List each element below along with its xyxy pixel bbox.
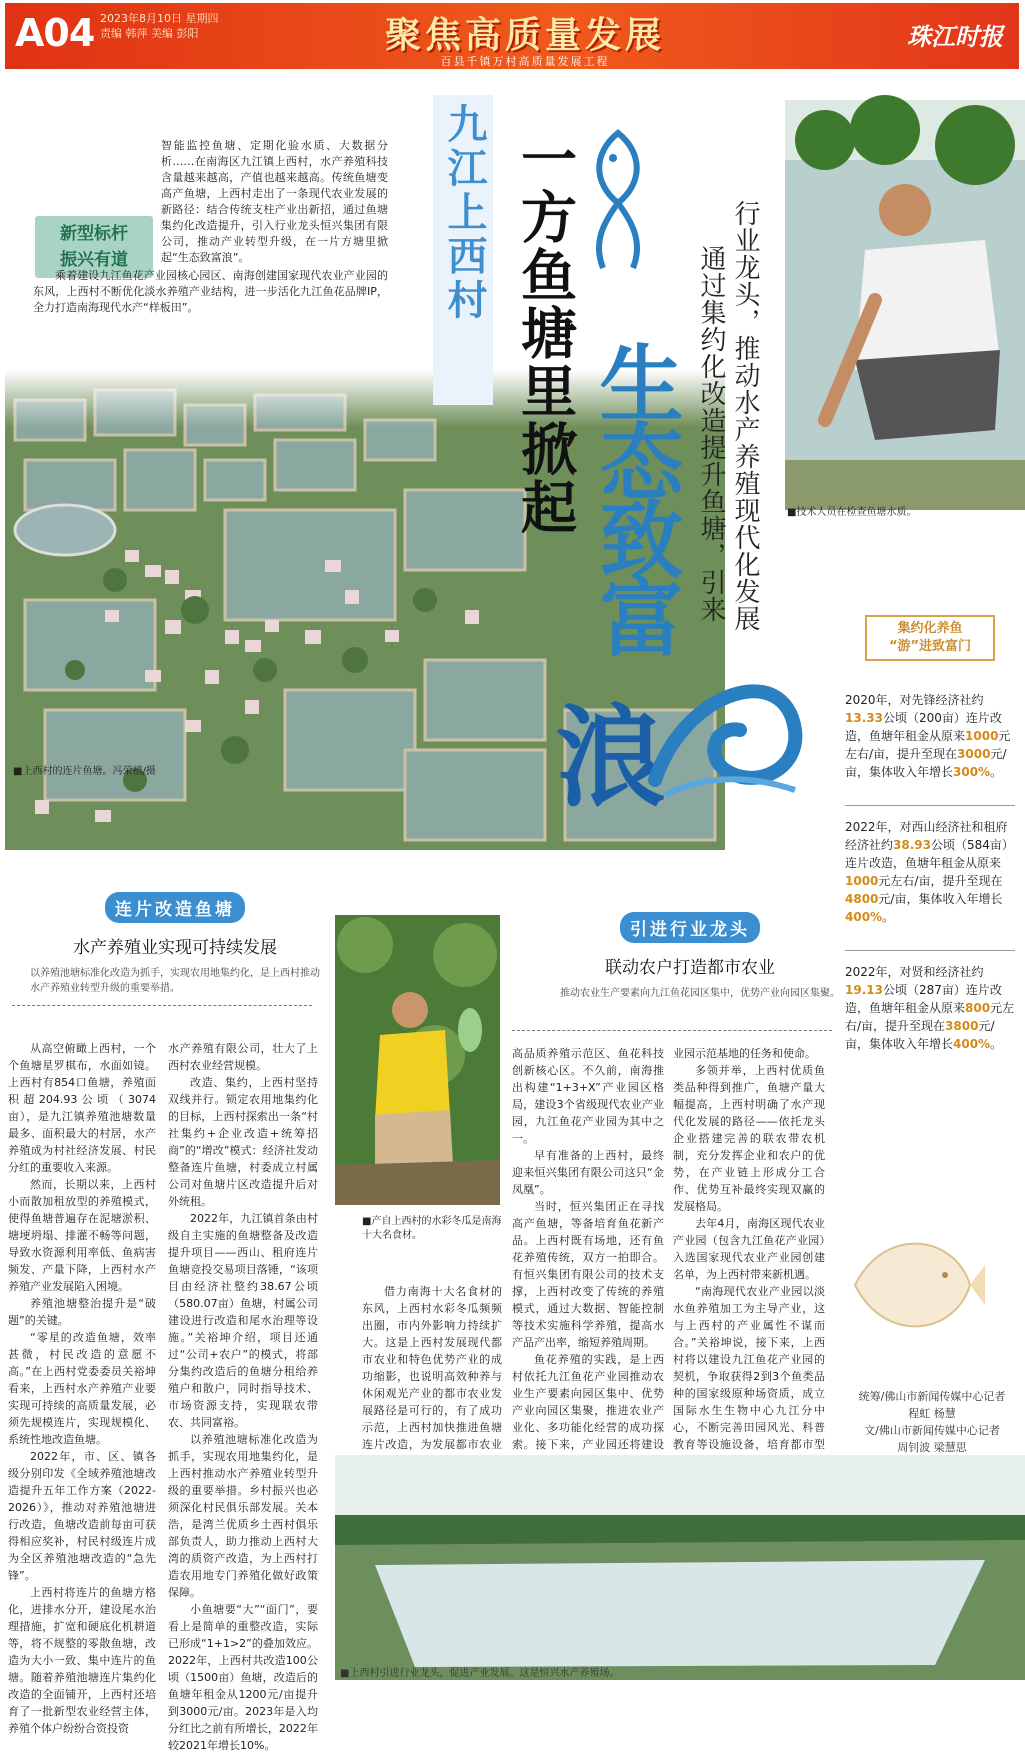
page-number: A04 [15, 11, 95, 55]
intro-text [33, 138, 388, 318]
credit-line: 周钊波 梁慧思 [897, 1441, 967, 1454]
paragraph: 改造、集约，上西村坚持双线并行。锁定农用地集约化的目标，上西村探索出一条“村社集约+企业改造+统筹招商”的“增改”模式：经济社发动整备连片鱼塘，村委成立村属公司对鱼塘片区改造提升后对外统租。 [168, 1076, 318, 1208]
village-name: 九江上西村 [433, 95, 493, 405]
paragraph: 业园示范基地的任务和使命。 [673, 1047, 816, 1060]
headline-main: 一方鱼塘里掀起 [512, 130, 578, 536]
paragraph: 从高空俯瞰上西村，一个个鱼塘星罗棋布，水面如镜。上西村有854口鱼塘，养殖面积超204.93公顷（3074亩），是九江镇养殖池塘数量最多、面积最大的村居，水产养殖成为村社经济发展、村民分红的重要收入来源。 [8, 1042, 156, 1174]
issue-meta [100, 11, 219, 41]
paragraph: 2022年，九江镇首条由村级自主实施的鱼塘整备及改造提升项目——西山、租府连片鱼塘竞投交易项目落锤，“该项目由经济社整约38.67公顷（580.07亩）鱼塘，村属公司建设进行改造和尾水治理等设施。”关裕坤介绍，项目还通过“公司+农户”的模式，将部分集约改造后的鱼塘分租给养殖户和散户，同时指导技术、市场资源支持，实现联农带农、共同富裕。 [168, 1212, 318, 1429]
section2-column-1 [512, 1045, 664, 1521]
paragraph: 水产养殖有限公司，壮大了上西村农业经营规模。 [168, 1042, 318, 1072]
headline-subline-2: 通过集约化改造提升鱼塘，引来 [696, 245, 726, 623]
paragraph: 以养殖池塘标准化改造为抓手，实现农用地集约化，是上西村推动水产养殖业转型升级的重要举措。乡村振兴也必须深化村民俱乐部发展。关本浩，是湾兰优质乡土西村俱乐部负责人，助力推动上西村大湾的质资产改造，为上西村打造农用地专门养殖化做好政策保障。 [168, 1433, 318, 1599]
stat-value: 400% [845, 910, 883, 924]
fish-logo-icon [583, 128, 653, 278]
technician-caption: ■技术人员在检查鱼塘水质。 [787, 507, 917, 518]
stat-text: 2022年，对贤和经济社约 [845, 965, 984, 979]
paragraph: “南海现代农业产业园以淡水鱼养殖加工为主导产业，这与上西村的产业属性不谋而合。”关裕坤说，接下来，上西村将以建设九江鱼花产业园的契机，争取获得2到3个鱼类品种的国家级原种场资质，成立国际水生生物中心九江分中心，不断完善田园风光、科普教育等设施设备，培育都市型 [673, 1285, 825, 1451]
wave-icon [645, 630, 805, 800]
stat-text: 元左右/亩，提升至现在 [845, 1001, 1015, 1033]
issue-editors: 责编 韩萍 美编 彭阳 [100, 27, 199, 40]
stats-sidebar [845, 615, 1015, 1077]
stat-text: 。 [990, 765, 1003, 779]
sidebar-title [865, 615, 995, 661]
stat-value: 38.93 [893, 838, 931, 852]
intro-paragraph-2: 乘着建设九江鱼花产业园核心园区、南海创建国家现代农业产业园的东风，上西村不断优化淡水养殖产业结构，进一步活化九江鱼花品牌IP，全力打造南海现代水产“样板田”。 [33, 269, 388, 314]
stat-text: 公顷（584亩）连片改造，鱼塘年租金从原来 [845, 838, 1014, 870]
stat-text: 公顷（200亩）连片改造，鱼塘年租金从原来 [845, 711, 1002, 743]
stat-text: 元/亩，集体收入年增长 [845, 1019, 995, 1051]
paragraph: 去年4月，南海区现代农业产业园（包含九江鱼花产业园）入选国家现代农业产业园创建名单，为上西村带来新机遇。 [673, 1217, 825, 1281]
section2-column-2 [673, 1045, 825, 1504]
stat-value: 19.13 [845, 983, 883, 997]
stat-value: 1000 [965, 729, 999, 743]
section1-pill: 连片改造鱼塘 [105, 892, 245, 923]
stat-item [845, 806, 1015, 951]
technician-photo [785, 100, 1025, 605]
gourd-photo [335, 915, 500, 1205]
paragraph: 高品质养殖示范区、鱼花科技创新核心区。不久前，南海推出构建“1+3+X”产业园区格局，建设3个省级现代农业产业园，九江鱼花产业园为其中之一。 [512, 1047, 664, 1145]
stat-item [845, 951, 1015, 1077]
stat-value: 400% [953, 1037, 991, 1051]
stat-value: 300% [953, 765, 991, 779]
headline-eco: 生态致富 [586, 340, 685, 652]
credit-line: 统筹/佛山市新闻传媒中心记者 [858, 1390, 1006, 1403]
credit-line: 程虹 杨慧 [908, 1407, 956, 1420]
fishpond-caption: ■上西村引进行业龙头，促进产业发展。这是恒兴水产养殖场。 [340, 1668, 620, 1679]
stat-text: 。 [882, 910, 895, 924]
paragraph: “零星的改造鱼塘，效率甚微，村民改造的意愿不高。”在上西村党委委员关裕坤看来，上西村水产养殖产业要实现可持续的高质量发展，必须先规模连片，实现规模化、系统性地改造鱼塘。 [8, 1331, 156, 1446]
sidebar-title-line-1: 集约化养鱼 [897, 621, 963, 636]
fish-illustration-icon [845, 1205, 985, 1355]
stat-text: 元/亩，集体收入年增长 [878, 892, 1003, 906]
stat-text: 2020年，对先锋经济社约 [845, 693, 984, 707]
paragraph: 然而，长期以来，上西村小而散加租放型的养殖模式，使得鱼塘普遍存在泥塘淤积、塘埂坍塌、排灌不畅等问题，导致水资源利用率低、鱼病害频发、产量下降，上西村水产养殖产业发展陷入困境。 [8, 1178, 156, 1293]
stat-value: 1000 [845, 874, 879, 888]
section2-subtitle: 联动农户打造都市农业 [605, 958, 775, 978]
paragraph: 养殖池塘整治提升是“破题”的关键。 [8, 1297, 156, 1327]
newspaper-logo: 珠江时报 [907, 22, 1003, 51]
stat-text: 元/亩，集体收入年增长 [845, 747, 1007, 779]
sidebar-title-line-2: “游”进致富门 [888, 639, 972, 654]
divider [12, 1005, 312, 1006]
intro-paragraph-1: 智能监控鱼塘、定期化验水质、大数据分析……在南海区九江镇上西村，水产养殖科技含量越来越高，产值也越来越高。传统鱼塘变高产鱼塘，上西村走出了一条现代农业发展的新路径：结合传统支柱产业出新招，通过鱼塘集约化改造提升，引入行业龙头恒兴集团有限公司，推动产业转型升级，在一片方塘里掀起“生态致富浪”。 [161, 139, 388, 264]
section1-header [30, 892, 320, 996]
page-header [5, 3, 1019, 69]
headline-subline-1: 行业龙头，推动水产养殖现代化发展 [730, 200, 760, 632]
section2-lead: 推动农业生产要素向九江鱼花园区集中，优势产业向园区集聚。 [560, 988, 840, 999]
stat-text: 公顷（287亩）连片改造，鱼塘年租金从原来 [845, 983, 1002, 1015]
gourd-farmer-image [335, 915, 500, 1205]
stat-text: 元左右/亩，提升至现在 [845, 729, 1011, 761]
section-title: 聚焦高质量发展 [384, 14, 665, 56]
stat-text: 2022年，对西山经济社和租府经济社约 [845, 820, 1008, 852]
paragraph: 上西村将连片的鱼塘方格化，进排水分开，建设尾水治理措施，扩宽和硬底化机耕道等，将不规整的零散鱼塘，改造为大小一致、集中连片的鱼塘。随着养殖池塘连片集约化改造的全面铺开，上西村还培育了一批新型农业经营主体，养殖个体户纷纷合资投资 [8, 1586, 156, 1735]
paragraph: 2022年，市、区、镇各级分别印发《全域养殖池塘改造提升五年工作方案（2022-2026）》，推动对养殖池塘进行改造，鱼塘改造前每亩可获得相应奖补，村民村级连片成为全区养殖池塘改造的“急先锋”。 [8, 1450, 156, 1582]
divider [512, 1030, 832, 1031]
section-subtitle: 百县千镇万村高质量发展工程 [440, 55, 610, 68]
paragraph: 早有准备的上西村，最终迎来恒兴集团有限公司这只“金凤凰”。 [512, 1149, 664, 1196]
stat-value: 3000 [957, 747, 991, 761]
credit-line: 文/佛山市新闻传媒中心记者 [864, 1424, 1000, 1437]
paragraph: 当时，恒兴集团正在寻找高产鱼塘，等备培育鱼花新产品。上西村既有场地，还有鱼花养殖传统，双方一拍即合。有恒兴集团有限公司的技术支撑，上西村改变了传统的养殖模式，通过大数据、智能控制等技术实施科学养殖，提高水产品产出率，缩短养殖周期。 [512, 1200, 664, 1349]
headline-wave-char: 浪 [555, 693, 665, 822]
technician-image [785, 100, 1025, 510]
issue-date: 2023年8月10日 星期四 [100, 12, 219, 25]
stat-value: 4800 [845, 892, 879, 906]
gourd-caption: ■产自上西村的水彩冬瓜是南海十大名食材。 [362, 1216, 502, 1241]
badge-line-1: 新型标杆 [60, 224, 128, 244]
section1-subtitle: 水产养殖业实现可持续发展 [73, 938, 277, 958]
stat-text: 。 [990, 1037, 1003, 1051]
section1-lead: 以养殖池塘标准化改造为抓手，实现农用地集约化，是上西村推动水产养殖业转型升级的重要举措。 [30, 968, 320, 994]
stat-value: 13.33 [845, 711, 883, 725]
section1-column-2 [168, 1040, 318, 1754]
badge-line-2: 振兴有道 [60, 250, 128, 270]
section1-column-1 [8, 1040, 156, 1737]
paragraph: 小鱼塘要“大”“面门”，要看上是简单的重整改造，实际已形成“1+1>2”的叠加效应。2022年，上西村共改造100公顷（1500亩）鱼塘，改造后的鱼塘年租金从1200元/亩提升到3000元/亩。2023年是入均分红比之前有所增长，2022年较2021年增长10%。 [168, 1603, 318, 1752]
stat-item [845, 679, 1015, 806]
section2-header [540, 912, 840, 1001]
stat-text: 元左右/亩，提升至现在 [878, 874, 1003, 888]
paragraph: 鱼花养殖的实践，是上西村依托九江鱼花产业园推动农业生产要素向园区集中、优势产业向园区集聚，推进农业产业化、多功能化经营的成功探索。接下来，产业园还将建设 [512, 1353, 664, 1451]
stat-value: 3800 [945, 1019, 979, 1033]
paragraph: 借力南海十大名食材的东风，上西村水彩冬瓜频频出圈，市内外影响力持续扩大。这是上西村发展现代都市农业和特色优势产业的成功缩影，也说明高效种养与休闲观光产业的都市农业发展路径是可行的，有了成功示范，上西村加快推进鱼塘连片改造，为发展都市农业 [362, 1285, 502, 1451]
hengxing-fishpond-image [335, 1455, 1025, 1680]
stat-value: 800 [965, 1001, 991, 1015]
fishpond-photo [335, 1455, 1025, 1680]
section2-pill: 引进行业龙头 [620, 912, 760, 943]
aerial-caption: ■上西村的连片鱼塘。冯荣禧/摄 [13, 766, 156, 777]
paragraph: 多领并举，上西村优质鱼类品种得到推广，鱼塘产量大幅提高，上西村明确了水产现代化发展的路径——依托龙头企业搭建完善的联农带农机制，充分发挥企业和农户的优势，在产业链上形成分工合作、优势互补最终实现双赢的发展格局。 [673, 1064, 825, 1213]
